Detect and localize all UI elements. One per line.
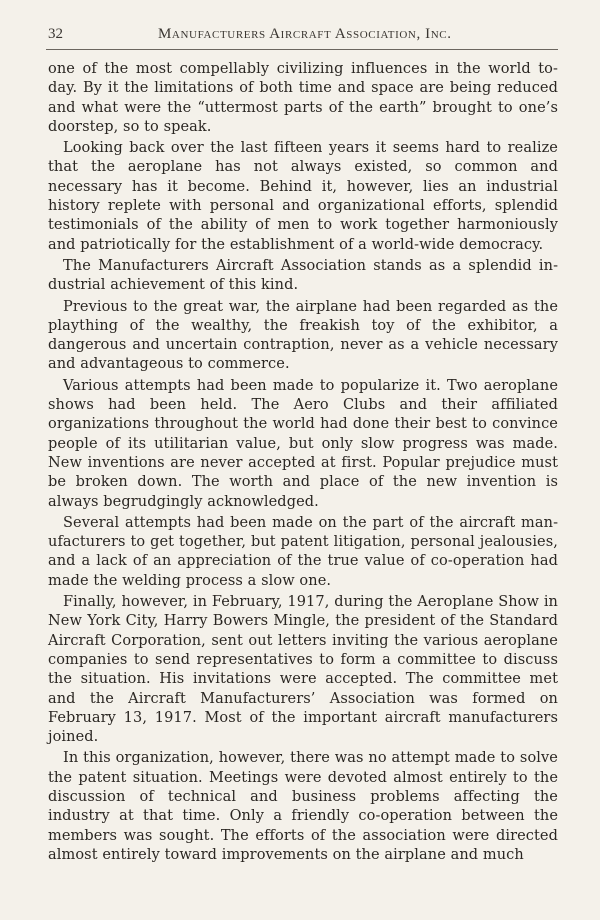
running-head	[48, 26, 558, 46]
page-number: 32	[48, 26, 63, 42]
paragraph-february-1917: Finally, however, in February, 1917, during the Aeroplane Show in New York City, Harry Bowers Mingle, the president of the Standard Aircraft Corporation, sent out letters inviting the various aeroplane companies to send representatives to form a committee to discuss the situation. His invitations were accepted. The committee met and the Aircraft Manufacturers’ Association was formed on February 13, 1917. Most of the important aircraft manufacturers joined.	[48, 594, 558, 746]
header-rule	[46, 49, 558, 50]
paragraph-previous-to-war: Previous to the great war, the airplane had been regarded as the plaything of the wealthy, the freakish toy of the exhibitor, a dangerous and uncertain contraption, never as a vehicle necessary and advantageous to commerce.	[48, 298, 558, 373]
body-text	[48, 60, 558, 867]
paragraph-popularize-attempts: Various attempts had been made to popularize it. Two aeroplane shows had been held. The Aero Clubs and their affiliated organizations throughout the world had done their best to convince people of its utilitarian value, but only slow progress was made. New inventions are never accepted at first. Popular prejudice must be broken down. The worth and place of the new invention is always begrudgingly acknowledged.	[48, 377, 558, 510]
paragraph-organization-patent: In this organization, however, there was no attempt made to solve the patent situation. Meetings were devoted almost entirely to the discussion of technical and business problems affecting the industry at that time. Only a friendly co-operation between the members was sought. The efforts of the association were directed almost entirely toward improvements on the airplane and much	[48, 750, 558, 863]
running-head-title: Manufacturers Aircraft Association, Inc.	[158, 26, 452, 42]
paragraph-continued: one of the most compellably civilizing influences in the world to-day. By it the limitations of both time and space are being reduced and what were the “uttermost parts of the earth” brought to one’s doorstep, so to speak.	[48, 61, 558, 135]
paragraph-looking-back: Looking back over the last fifteen years it seems hard to realize that the aeroplane has not always existed, so common and necessary has it become. Behind it, however, lies an industrial history replete with personal and organizational efforts, splendid testimonials of the ability of men to work together harmoniously and patriotically for the establishment of a world-wide democracy.	[48, 140, 558, 253]
paragraph-association-achievement: The Manufacturers Aircraft Association stands as a splendid industrial achievement of this kind.	[48, 257, 558, 294]
paragraph-manufacturers-together: Several attempts had been made on the part of the aircraft manufacturers to get together, but patent litigation, personal jealousies, and a lack of an appreciation of the true value of co-operation had made the welding process a slow one.	[48, 514, 558, 589]
